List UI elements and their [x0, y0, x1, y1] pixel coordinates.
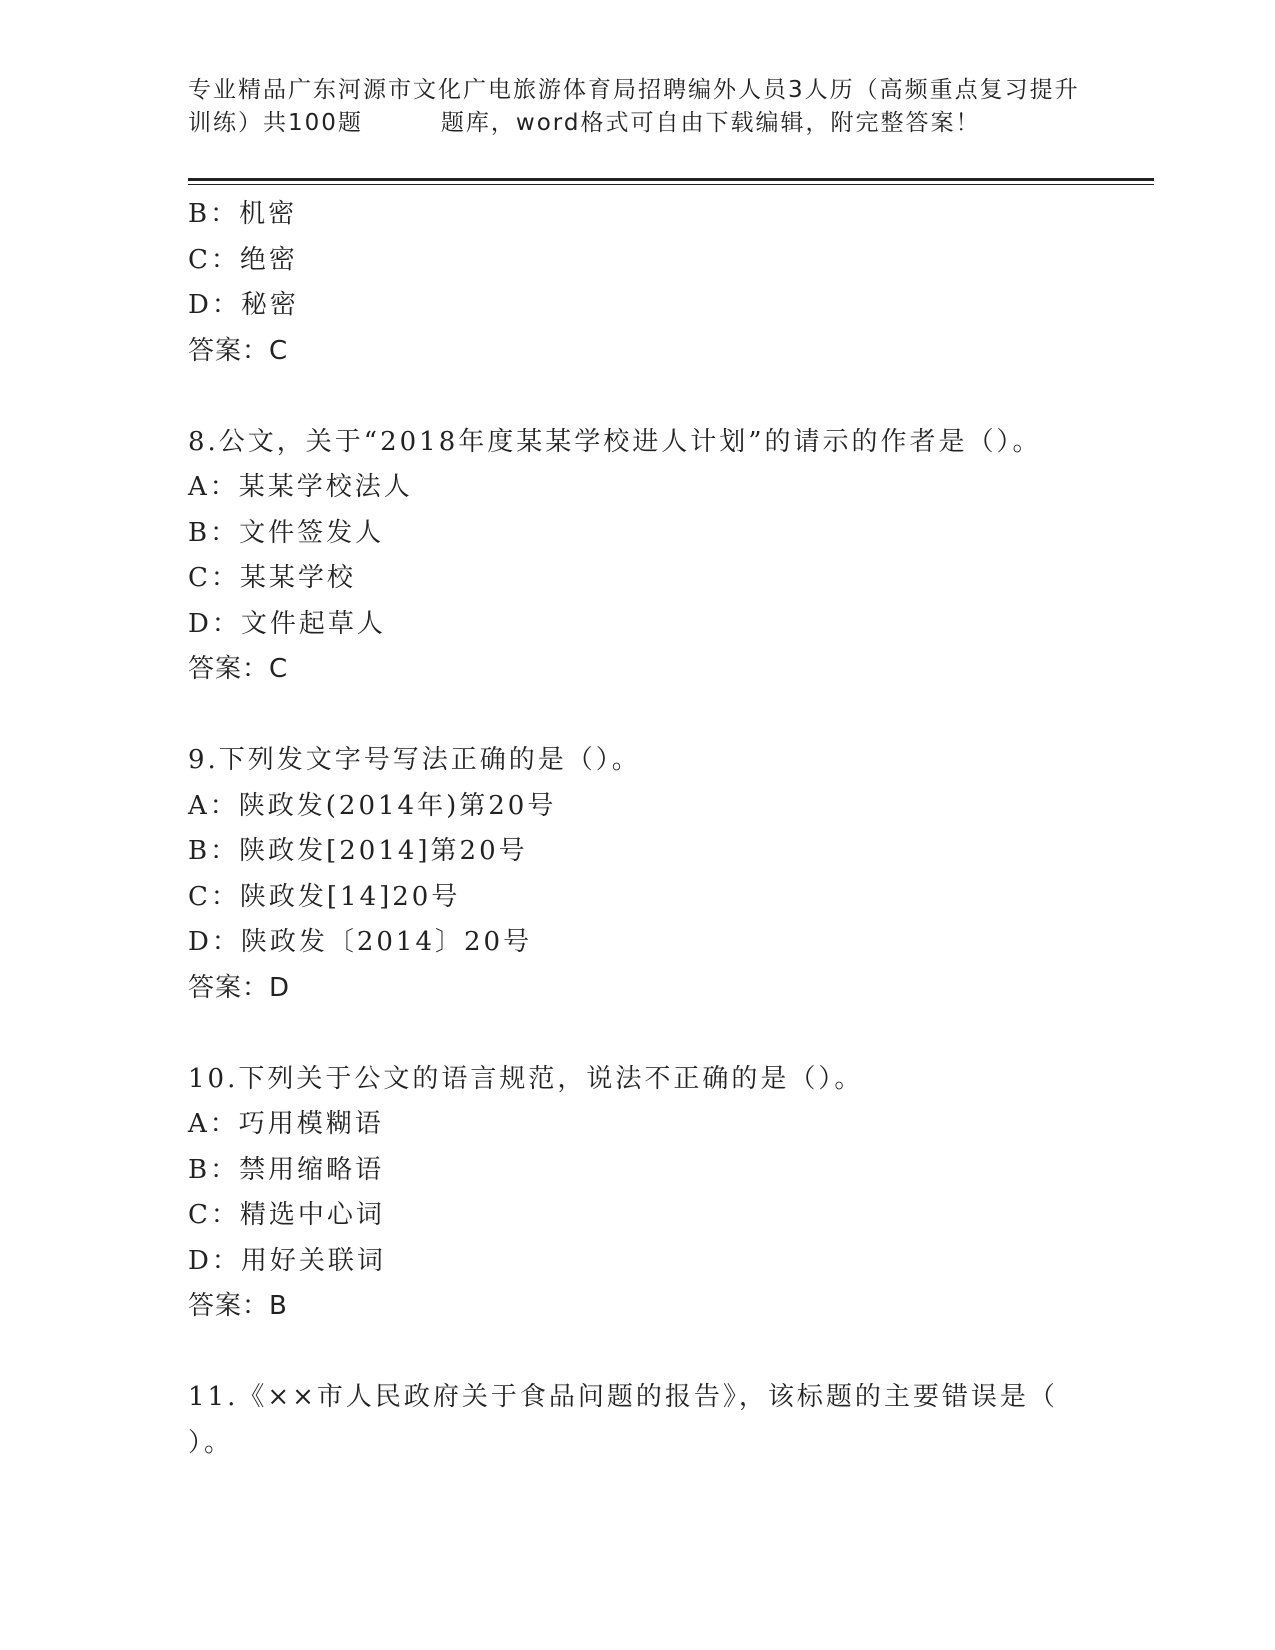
question-11 [188, 1375, 1148, 1466]
option-d: D：文件起草人 [188, 608, 386, 639]
option-d: D：用好关联词 [188, 1245, 386, 1276]
question-stem-line-2: ）。 [188, 1427, 234, 1458]
option-a: A：巧用模糊语 [188, 1109, 384, 1139]
header-title-line-1: 专业精品广东河源市文化广电旅游体育局招聘编外人员3人历（高频重点复习提升 [188, 77, 1080, 103]
answer-line: 答案：C [188, 654, 289, 684]
answer-line: 答案：B [188, 1291, 288, 1321]
option-a: A：某某学校法人 [188, 472, 413, 502]
header-title-part-a: 训练）共100题 [188, 110, 363, 136]
option-d: D：秘密 [188, 290, 299, 320]
question-stem: 9.下列发文字号写法正确的是（）。 [188, 745, 641, 775]
document-header [188, 74, 1088, 140]
option-b: B：机密 [188, 199, 298, 229]
question-8 [188, 420, 1148, 693]
header-divider-thick [188, 178, 1154, 181]
answer-line: 答案：D [188, 972, 291, 1003]
option-c: C：陕政发[14]20号 [188, 881, 461, 912]
option-c: C：绝密 [188, 244, 298, 275]
question-9 [188, 738, 1148, 1011]
question-7-tail [188, 192, 1148, 374]
option-b: B：禁用缩略语 [188, 1154, 385, 1185]
question-list [188, 192, 1148, 1466]
question-stem: 8.公文，关于“2018年度某某学校进人计划”的请示的作者是（）。 [188, 426, 1042, 457]
option-c: C：某某学校 [188, 563, 356, 593]
header-divider-thin [188, 184, 1154, 185]
question-stem: 10.下列关于公文的语言规范，说法不正确的是（）。 [188, 1063, 864, 1094]
header-title-line-2 [188, 107, 1088, 140]
option-c: C：精选中心词 [188, 1200, 385, 1230]
header-title-part-b: 题库，word格式可自由下载编辑，附完整答案！ [440, 110, 981, 136]
option-b: B：文件签发人 [188, 517, 385, 548]
answer-line: 答案：C [188, 335, 289, 366]
option-d: D：陕政发〔2014〕20号 [188, 927, 533, 957]
question-10 [188, 1057, 1148, 1330]
option-b: B：陕政发[2014]第20号 [188, 836, 528, 866]
option-a: A：陕政发(2014年)第20号 [188, 790, 557, 821]
question-stem-line-1: 11.《××市人民政府关于食品问题的报告》，该标题的主要错误是（ [188, 1382, 1058, 1412]
